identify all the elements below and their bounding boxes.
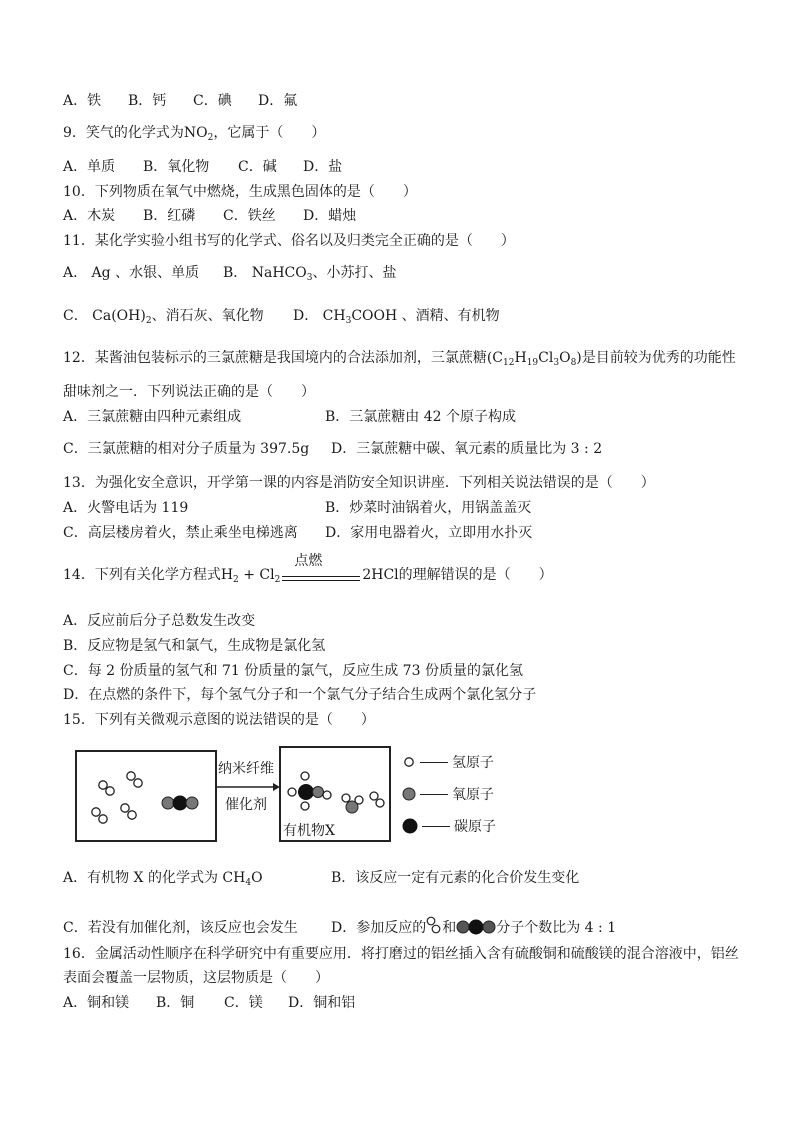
q10-options [63, 207, 356, 225]
q8-options [63, 92, 297, 110]
q11-option-d [293, 307, 500, 330]
q14-stem-post: 的理解错误的是（ ） [398, 567, 553, 583]
q15-option-d-mid: 和 [442, 920, 457, 936]
q14-option-d: D．在点燃的条件下，每个氢气分子和一个氯气分子结合生成两个氯化氢分子 [63, 687, 537, 703]
q8-option-d: D．氟 [258, 93, 298, 109]
q11-option-d-pre: D． CH [293, 308, 346, 324]
legend-label-carbon: 碳原子 [454, 819, 496, 835]
q9-option-b: B．氧化物 [143, 159, 210, 175]
q16-option-b: B．铜 [156, 995, 195, 1011]
q14-option-a: A．反应前后分子总数发生改变 [63, 613, 256, 629]
q10-option-d: D．蜡烛 [303, 208, 357, 224]
q11-option-b [223, 264, 396, 287]
q15-option-d-post: 分子个数比为 4 : 1 [496, 920, 617, 936]
q12-stem-line2: 甜味剂之一．下列说法正确的是（ ） [63, 384, 315, 400]
hydrogen-atom-icon [402, 755, 416, 769]
q12-formula [487, 350, 582, 366]
q12-stem [63, 349, 736, 372]
q9-formula-main: NO [183, 125, 208, 141]
q14-option-c: C．每 2 份质量的氢气和 71 份质量的氯气，反应生成 73 份质量的氯化氢 [63, 663, 523, 679]
q11-option-b-sub: 3 [306, 273, 313, 283]
q14-eq-h-sub: 2 [233, 575, 239, 585]
q11-option-a: A． Ag 、水银、单质 [63, 265, 200, 281]
oxygen-atom-icon [402, 787, 416, 801]
reactants-box [75, 750, 217, 842]
q12-formula-c: (C [486, 350, 504, 366]
q9-formula-sub: 2 [207, 133, 214, 143]
q15-option-c: C．若没有加催化剂，该反应也会发生 [63, 920, 298, 936]
q11-option-c-post: 、消石灰、氧化物 [151, 308, 264, 324]
q13-option-b: B．炒菜时油锅着火，用锅盖盖灭 [325, 500, 532, 516]
q12-option-c: C．三氯蔗糖的相对分子质量为 397.5g [63, 441, 310, 457]
hydrogen-molecule-4 [121, 804, 136, 819]
q12-formula-o: O [559, 350, 571, 366]
carbon-atom-icon [402, 818, 418, 834]
q15-option-a-pre: A．有机物 X 的化学式为 CH [63, 870, 246, 886]
q12-options-ab [63, 408, 516, 426]
q14-equals-lines [282, 576, 360, 581]
q9-option-a: A．单质 [63, 159, 116, 175]
q12-formula-c-sub: 12 [503, 358, 515, 368]
q16-stem-line1: 16．金属活动性顺序在科学研究中有重要应用．将打磨过的铝丝插入含有硫酸铜和硫酸镁的混合溶液中，铝丝 [63, 946, 739, 962]
q12-formula-cl: Cl [538, 350, 554, 366]
q11-option-d-sub: 3 [345, 316, 352, 326]
q14-reaction-arrow [280, 553, 362, 584]
carbon-dioxide-molecule-icon [456, 918, 496, 936]
organic-molecule-x [288, 772, 331, 810]
q14-option-b: B．反应物是氢气和氯气，生成物是氯化氢 [63, 638, 326, 654]
q9-option-c: C．碱 [238, 159, 277, 175]
water-molecule [342, 794, 363, 813]
q14-stem-pre: 14．下列有关化学方程式 [63, 567, 221, 583]
extra-hydrogen-molecule [370, 792, 384, 807]
q15-option-a [63, 869, 331, 892]
arrow-bottom-label: 催化剂 [225, 797, 267, 813]
q8-option-c: C．碘 [193, 93, 232, 109]
q12-option-d: D．三氯蔗糖中碳、氧元素的质量比为 3 : 2 [331, 441, 603, 457]
legend-label-hydrogen: 氢原子 [452, 755, 494, 771]
q9-stem-post: ，它属于（ ） [213, 125, 326, 141]
q12-formula-h-sub: 19 [526, 358, 539, 368]
q12-formula-close: ) [576, 350, 582, 366]
legend-carbon [402, 816, 496, 836]
q12-stem-pre: 12．某酱油包装标示的三氯蔗糖是我国境内的合法添加剂，三氯蔗糖 [63, 350, 487, 366]
reactants-molecules [77, 752, 215, 840]
hydrogen-molecule-2 [127, 772, 142, 787]
q15-option-d-pre: D．参加反应的 [331, 920, 427, 936]
product-label: 有机物X [283, 823, 335, 839]
q14-stem [63, 553, 553, 589]
q11-option-c-sub: 2 [145, 316, 152, 326]
q12-option-b: B．三氯蔗糖由 42 个原子构成 [325, 409, 517, 425]
legend-oxygen [402, 784, 494, 804]
q9-stem-pre: 9．笑气的化学式为 [63, 125, 184, 141]
q11-option-b-post: 、小苏打、盐 [312, 265, 397, 281]
q11-stem: 11．某化学实验小组书写的化学式、俗名以及归类完全正确的是（ ） [63, 233, 515, 249]
reaction-arrow-icon [215, 782, 281, 792]
q15-options-cd [63, 916, 616, 937]
q15-option-a-post: O [251, 870, 263, 886]
q16-option-a: A．铜和镁 [63, 995, 130, 1011]
q9-option-d: D．盐 [303, 159, 343, 175]
q16-option-d: D．铜和铝 [288, 995, 356, 1011]
q13-option-c: C．高层楼房着火，禁止乘坐电梯逃离 [63, 525, 298, 541]
q8-option-a: A．铁 [63, 93, 102, 109]
q9-stem [63, 124, 325, 147]
carbon-dioxide-molecule [162, 796, 198, 811]
hydrogen-molecule-3 [92, 808, 107, 823]
legend-dash [420, 762, 448, 763]
q14-equation-right: 2HCl [362, 567, 399, 583]
hydrogen-molecule-1 [99, 781, 114, 795]
q16-options [63, 994, 355, 1012]
q13-stem: 13．为强化安全意识，开学第一课的内容是消防安全知识讲座．下列相关说法错误的是（ ） [63, 475, 655, 491]
q9-formula [184, 125, 213, 141]
q9-options [63, 158, 342, 176]
legend-dash [422, 826, 450, 827]
legend-hydrogen [402, 752, 494, 772]
q16-stem-line2: 表面会覆盖一层物质，这层物质是（ ） [63, 970, 329, 986]
arrow-top-label: 纳米纤维 [218, 761, 274, 777]
q12-option-a: A．三氯蔗糖由四种元素组成 [63, 409, 242, 425]
q10-option-a: A．木炭 [63, 208, 116, 224]
q13-options-cd [63, 524, 532, 542]
q11-options-cd [63, 307, 500, 330]
q15-stem: 15．下列有关微观示意图的说法错误的是（ ） [63, 712, 375, 728]
legend-dash [420, 794, 448, 795]
q14-eq-h: H [220, 567, 234, 583]
q12-stem-post: 是目前较为优秀的功能性 [581, 350, 736, 366]
q10-option-c: C．铁丝 [223, 208, 276, 224]
q13-option-d: D．家用电器着火，立即用水扑灭 [325, 525, 533, 541]
q15-option-b: B．该反应一定有元素的化合价发生变化 [331, 870, 580, 886]
q11-option-b-pre: B． NaHCO [223, 265, 307, 281]
q13-option-a: A．火警电话为 119 [63, 500, 189, 516]
q16-option-c: C．镁 [224, 995, 263, 1011]
q15-options-ab [63, 869, 579, 892]
q14-condition: 点燃 [294, 553, 323, 569]
q11-option-c-pre: C． Ca(OH) [63, 308, 146, 324]
q12-options-cd [63, 440, 602, 458]
q14-eq-cl: + Cl [238, 567, 275, 583]
q12-formula-cl-sub: 3 [553, 358, 560, 368]
q13-options-ab [63, 499, 531, 517]
q8-option-b: B．钙 [128, 93, 167, 109]
hydrogen-molecule-icon [426, 916, 442, 936]
q14-eq-cl-sub: 2 [274, 575, 281, 585]
q11-options-ab [63, 264, 396, 287]
q12-formula-o-sub: 8 [570, 358, 577, 368]
q10-stem: 10．下列物质在氧气中燃烧，生成黑色固体的是（ ） [63, 184, 417, 200]
q11-option-d-post: COOH 、酒精、有机物 [351, 308, 500, 324]
q12-formula-h: H [514, 350, 527, 366]
q10-option-b: B．红磷 [143, 208, 196, 224]
q14-equation-left [221, 567, 281, 583]
atom-legend [402, 752, 522, 842]
q15-option-d [331, 916, 616, 937]
q15-option-a-sub: 4 [245, 878, 252, 888]
legend-label-oxygen: 氧原子 [452, 787, 494, 803]
q11-option-c [63, 307, 293, 330]
